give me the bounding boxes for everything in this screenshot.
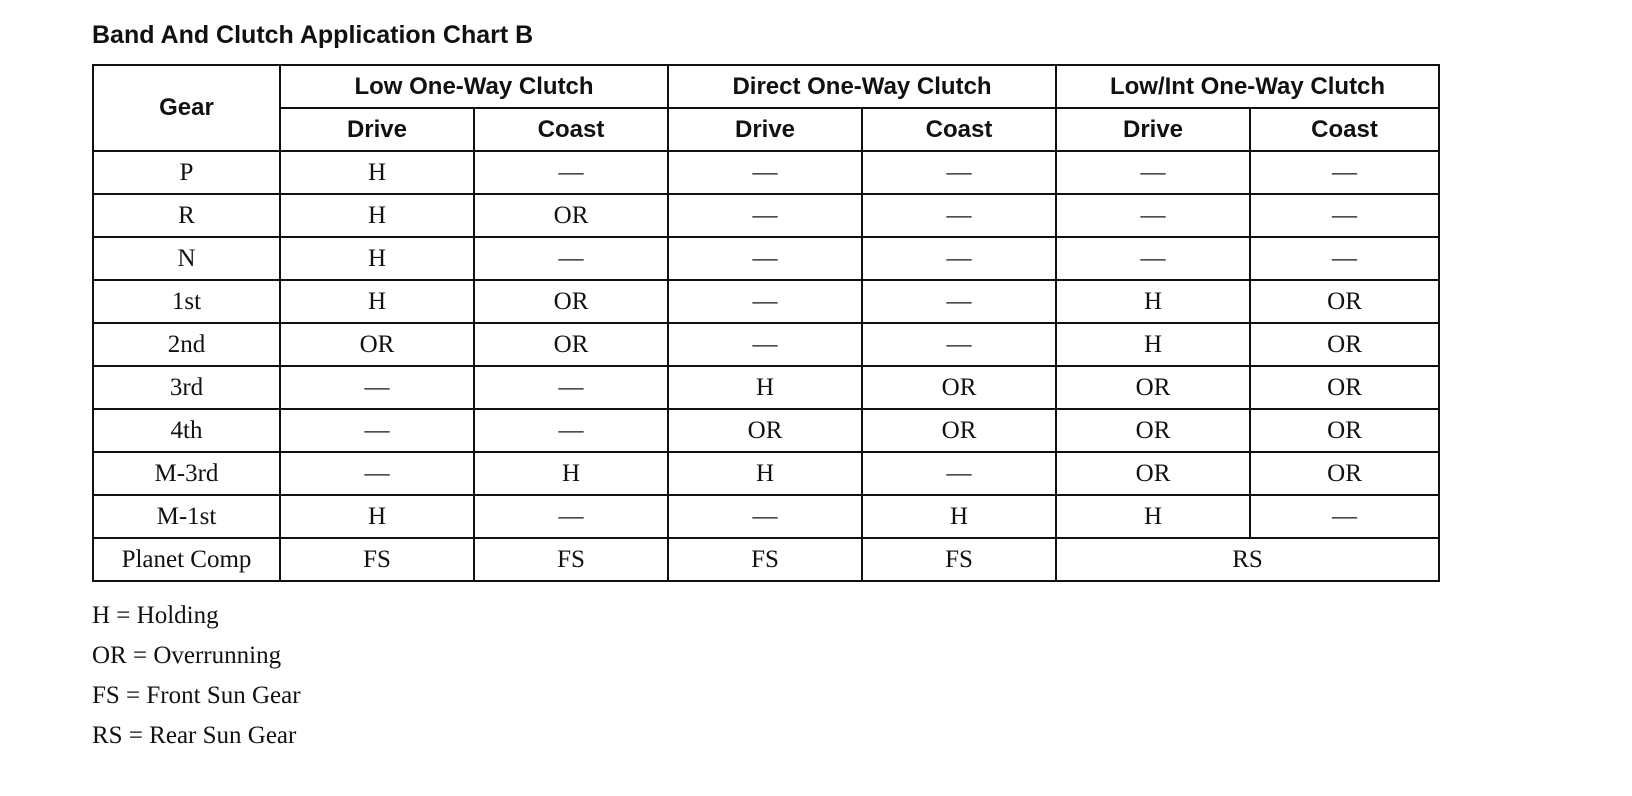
- group-header-direct-one-way-clutch: Direct One-Way Clutch: [668, 65, 1056, 108]
- table-cell: OR: [862, 366, 1056, 409]
- table-cell: —: [474, 409, 668, 452]
- table-cell: OR: [1250, 280, 1439, 323]
- table-cell: OR: [474, 280, 668, 323]
- table-cell: —: [668, 280, 862, 323]
- table-row: [93, 194, 1439, 237]
- gear-column-header: Gear: [93, 65, 280, 151]
- table-row: [93, 323, 1439, 366]
- table-cell: —: [280, 366, 474, 409]
- table-cell: H: [280, 280, 474, 323]
- sub-header-coast: Coast: [862, 108, 1056, 151]
- table-cell: —: [474, 366, 668, 409]
- table-cell: H: [668, 452, 862, 495]
- gear-cell: N: [93, 237, 280, 280]
- gear-cell: 2nd: [93, 323, 280, 366]
- table-row: [93, 409, 1439, 452]
- table-cell: H: [280, 495, 474, 538]
- gear-cell: 4th: [93, 409, 280, 452]
- gear-cell: M-1st: [93, 495, 280, 538]
- table-row: [93, 366, 1439, 409]
- table-cell: FS: [862, 538, 1056, 581]
- gear-cell: R: [93, 194, 280, 237]
- legend: [92, 597, 301, 757]
- table-cell: OR: [474, 194, 668, 237]
- table-cell: FS: [668, 538, 862, 581]
- table-cell: —: [862, 151, 1056, 194]
- gear-cell: 3rd: [93, 366, 280, 409]
- table-cell: H: [280, 194, 474, 237]
- table-cell: OR: [474, 323, 668, 366]
- table-row: [93, 280, 1439, 323]
- table-cell: —: [1056, 151, 1250, 194]
- group-header-row: [93, 65, 1439, 108]
- table-cell: —: [668, 323, 862, 366]
- table-cell: —: [862, 194, 1056, 237]
- table-cell: H: [474, 452, 668, 495]
- table-cell: OR: [280, 323, 474, 366]
- group-header-low-one-way-clutch: Low One-Way Clutch: [280, 65, 668, 108]
- table-cell: —: [668, 151, 862, 194]
- table-cell: —: [862, 452, 1056, 495]
- gear-cell: Planet Comp: [93, 538, 280, 581]
- table-row: [93, 237, 1439, 280]
- table-cell: FS: [474, 538, 668, 581]
- table-cell: OR: [1250, 409, 1439, 452]
- table-cell: OR: [668, 409, 862, 452]
- sub-header-coast: Coast: [1250, 108, 1439, 151]
- table-row: [93, 151, 1439, 194]
- table-cell: —: [668, 237, 862, 280]
- table-cell: —: [280, 409, 474, 452]
- table-cell-merged: RS: [1056, 538, 1439, 581]
- legend-item: FS = Front Sun Gear: [92, 682, 301, 709]
- table-cell: OR: [1056, 366, 1250, 409]
- gear-cell: P: [93, 151, 280, 194]
- table-cell: OR: [1250, 366, 1439, 409]
- table-cell: —: [474, 495, 668, 538]
- gear-cell: 1st: [93, 280, 280, 323]
- legend-item: OR = Overrunning: [92, 642, 282, 669]
- table-cell: —: [668, 495, 862, 538]
- table-cell: OR: [862, 409, 1056, 452]
- sub-header-drive: Drive: [280, 108, 474, 151]
- table-cell: OR: [1056, 452, 1250, 495]
- gear-cell: M-3rd: [93, 452, 280, 495]
- planet-comp-row: [93, 538, 1439, 581]
- group-header-low-int-one-way-clutch: Low/Int One-Way Clutch: [1056, 65, 1439, 108]
- table-cell: H: [862, 495, 1056, 538]
- table-cell: H: [1056, 323, 1250, 366]
- table-cell: —: [474, 237, 668, 280]
- table-cell: —: [1056, 237, 1250, 280]
- table-cell: —: [1250, 151, 1439, 194]
- table-cell: —: [1250, 237, 1439, 280]
- table-cell: H: [280, 151, 474, 194]
- table-cell: —: [862, 237, 1056, 280]
- application-chart-table: [92, 64, 1440, 582]
- sub-header-row: [93, 108, 1439, 151]
- table-cell: —: [668, 194, 862, 237]
- table-row: [93, 495, 1439, 538]
- table-cell: H: [1056, 495, 1250, 538]
- table-cell: —: [1250, 495, 1439, 538]
- table-cell: —: [1250, 194, 1439, 237]
- table-cell: —: [474, 151, 668, 194]
- table-cell: —: [280, 452, 474, 495]
- table-row: [93, 452, 1439, 495]
- table-cell: OR: [1250, 323, 1439, 366]
- table-cell: H: [668, 366, 862, 409]
- sub-header-drive: Drive: [1056, 108, 1250, 151]
- table-cell: H: [280, 237, 474, 280]
- table-cell: —: [862, 323, 1056, 366]
- chart-title: Band And Clutch Application Chart B: [92, 21, 534, 49]
- legend-item: H = Holding: [92, 602, 219, 629]
- table-cell: H: [1056, 280, 1250, 323]
- table-cell: OR: [1250, 452, 1439, 495]
- sub-header-drive: Drive: [668, 108, 862, 151]
- table-cell: OR: [1056, 409, 1250, 452]
- table-cell: —: [1056, 194, 1250, 237]
- table-cell: —: [862, 280, 1056, 323]
- sub-header-coast: Coast: [474, 108, 668, 151]
- legend-item: RS = Rear Sun Gear: [92, 722, 297, 749]
- table-cell: FS: [280, 538, 474, 581]
